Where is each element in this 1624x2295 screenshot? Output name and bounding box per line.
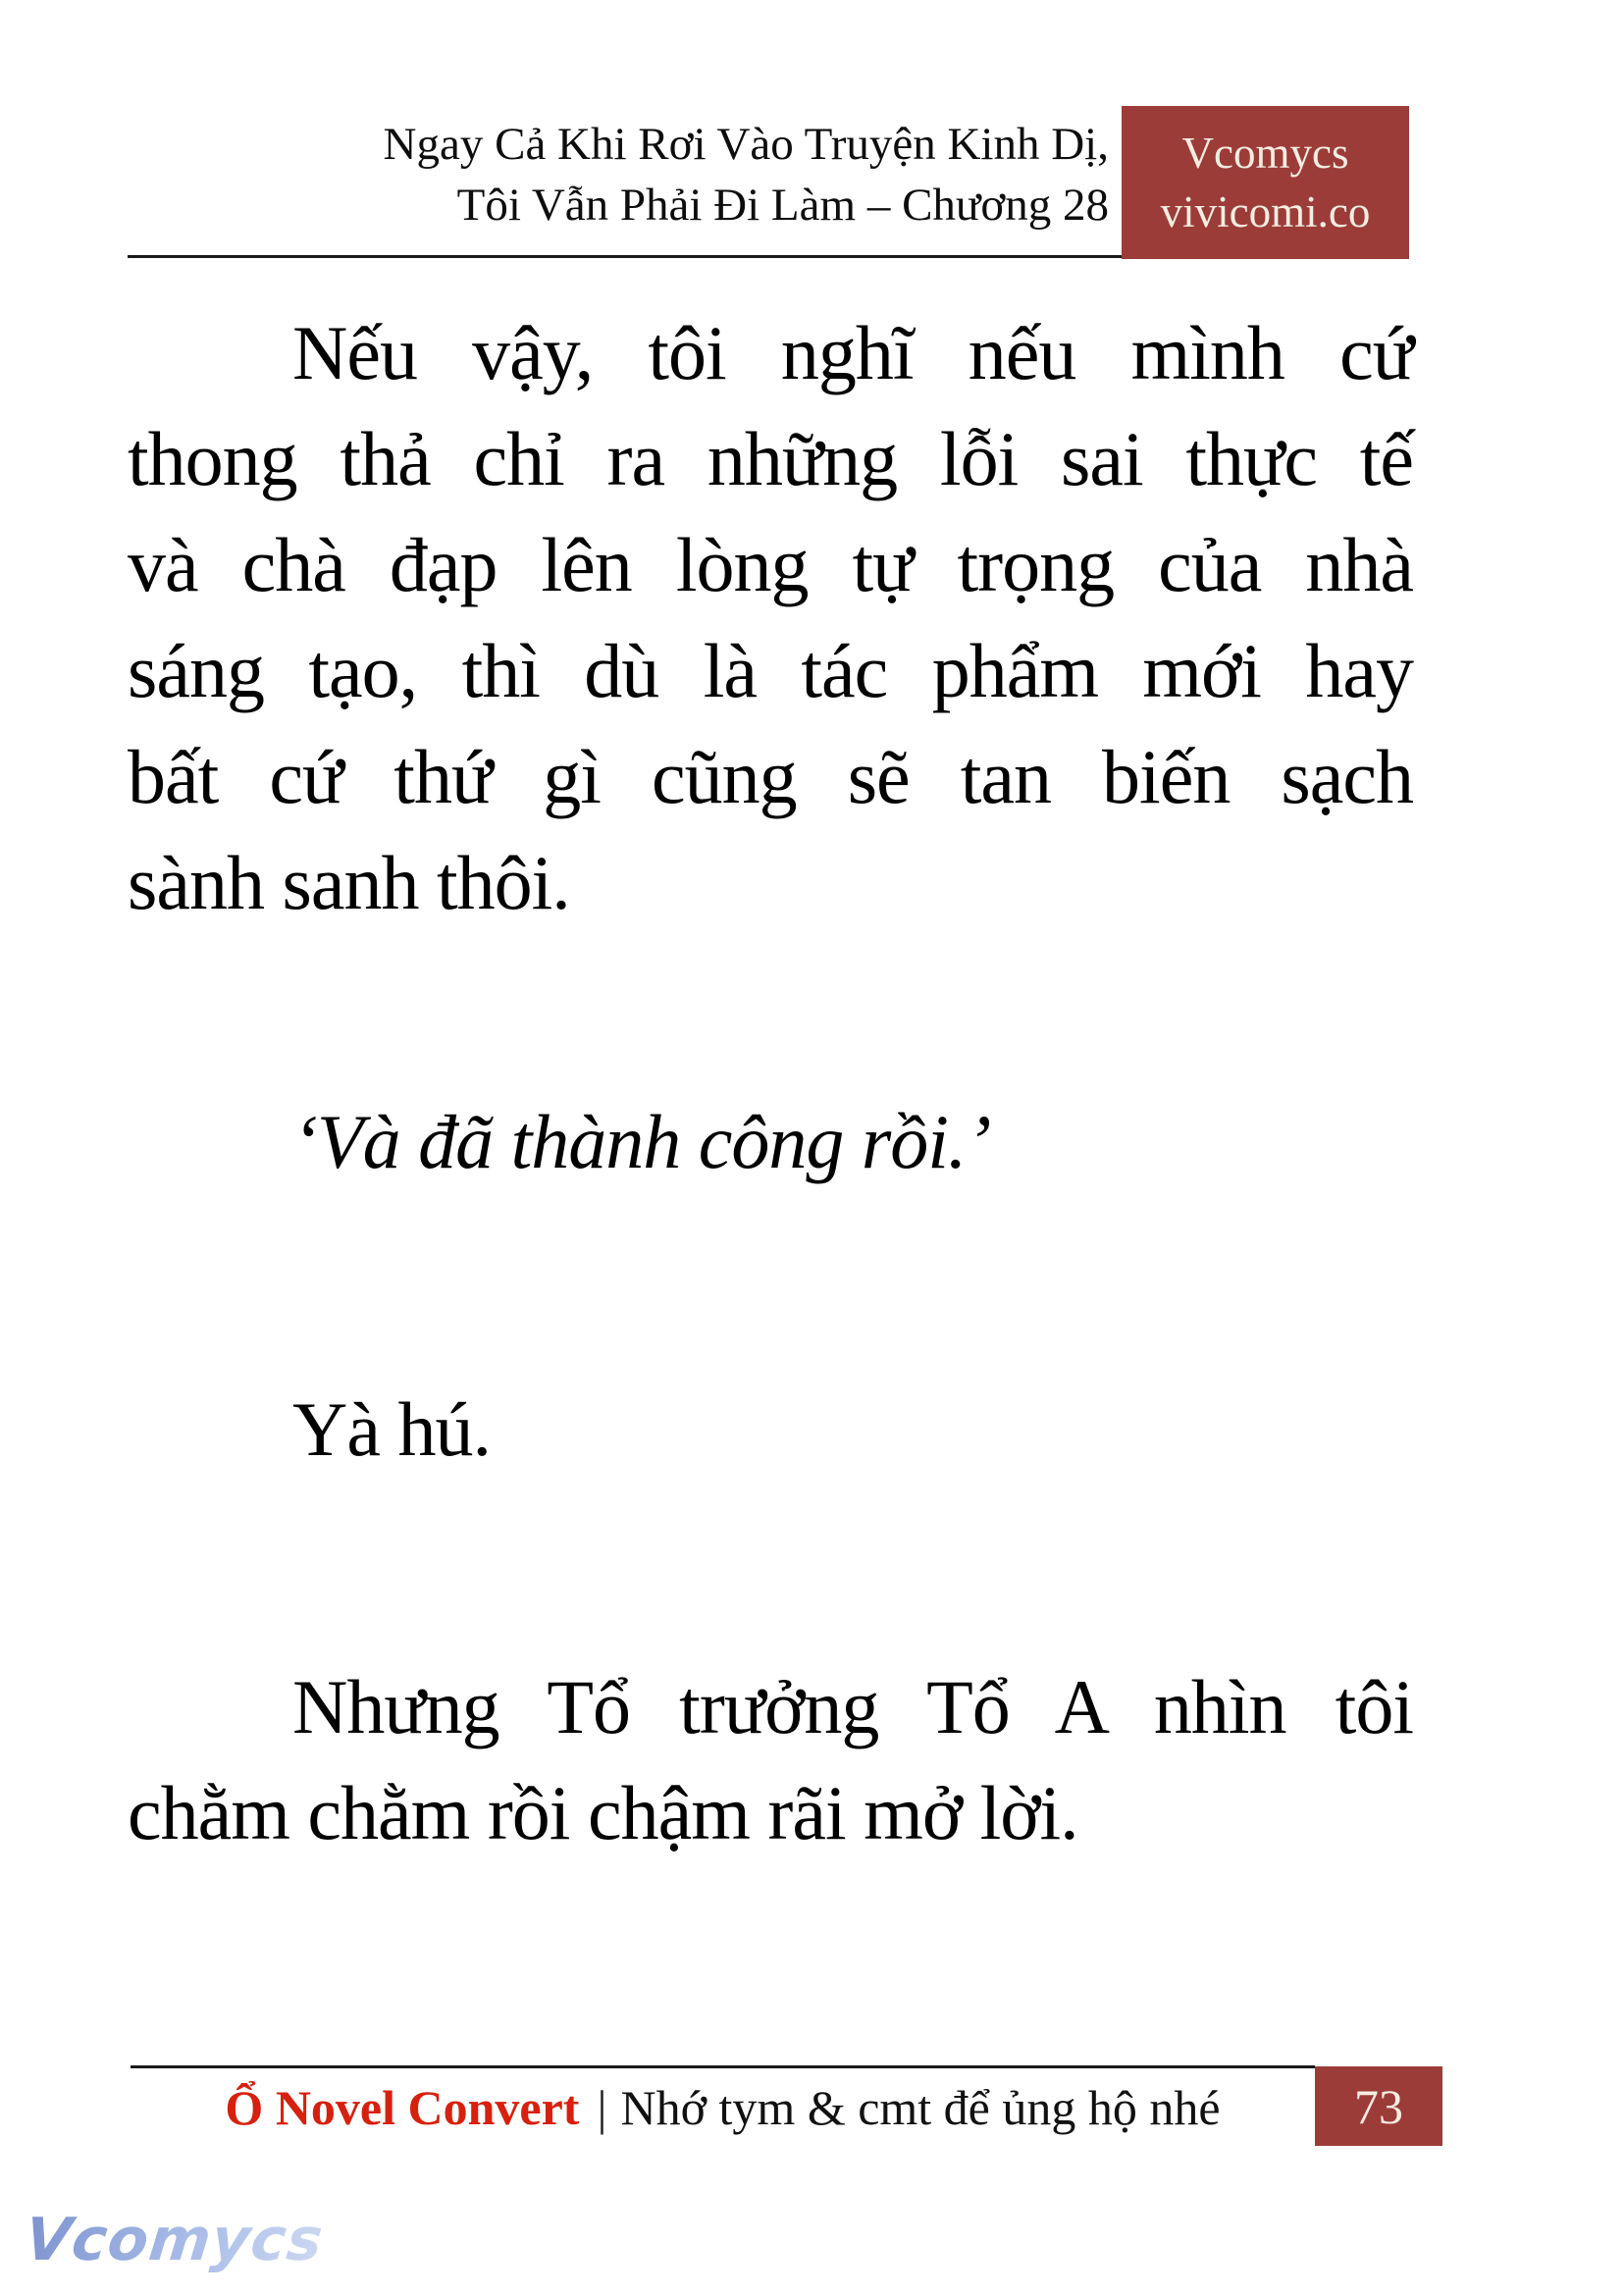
- brand-site: vivicomi.co: [1160, 187, 1371, 236]
- page-number-badge: [1315, 2066, 1442, 2146]
- inner-quote: ‘Và đã thành công rồi.’: [292, 1099, 991, 1184]
- paragraph-2-line: chằm chằm rồi chậm rãi mở lời.: [128, 1770, 1078, 1855]
- paragraph-1-line: bất cứ thứ gì cũng sẽ tan biến sạch: [128, 734, 1413, 819]
- header-divider: [128, 255, 1122, 258]
- brand-name: Vcomycs: [1181, 129, 1349, 178]
- chapter-title: [128, 114, 1109, 235]
- paragraph-1-line: thong thả chỉ ra những lỗi sai thực tế: [128, 416, 1413, 501]
- paragraph-1: [128, 300, 1413, 936]
- footer-divider: [131, 2065, 1315, 2068]
- paragraph-1-line: Nếu vậy, tôi nghĩ nếu mình cứ: [292, 310, 1413, 395]
- footer-brand-name: Ổ Novel Convert: [225, 2080, 580, 2135]
- paragraph-1-line: sành sanh thôi.: [128, 840, 570, 925]
- footer-separator: |: [597, 2080, 607, 2135]
- paragraph-2: [128, 1654, 1413, 1866]
- paragraph-1-line: và chà đạp lên lòng tự trọng của nhà: [128, 522, 1413, 607]
- page-number: 73: [1354, 2078, 1403, 2134]
- chapter-title-line2: Tôi Vẫn Phải Đi Làm – Chương 28: [456, 180, 1109, 231]
- exclamation-line: Yà hú.: [292, 1386, 491, 1472]
- paragraph-2-line: Nhưng Tổ trưởng Tổ A nhìn tôi: [292, 1664, 1413, 1749]
- vcomycs-watermark-logo: Vcomycs: [22, 2206, 327, 2274]
- paragraph-1-line: sáng tạo, thì dù là tác phẩm mới hay: [128, 628, 1413, 713]
- chapter-title-line1: Ngay Cả Khi Rơi Vào Truyện Kinh Dị,: [383, 119, 1109, 170]
- brand-box: [1122, 106, 1409, 259]
- footer-credit: [131, 2072, 1315, 2143]
- footer-note: Nhớ tym & cmt để ủng hộ nhé: [620, 2080, 1221, 2135]
